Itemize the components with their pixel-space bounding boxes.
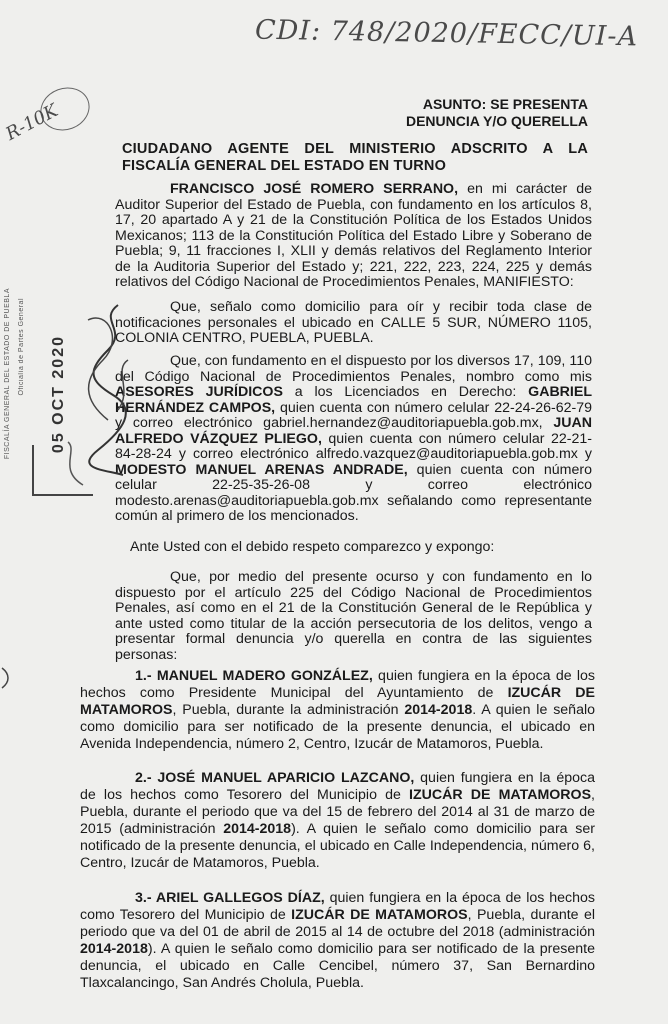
paragraph-text: , Puebla, durante el periodo que va del 15 de febrero del 2014 al 31 de marzo de 2015 (administración — [80, 787, 595, 837]
handwritten-file-number: CDI: 748/2020/FECC/UI-A — [254, 14, 639, 53]
recipient-heading: CIUDADANO AGENTE DEL MINISTERIO ADSCRITO A LA FISCALÍA GENERAL DEL ESTADO EN TURNO — [122, 141, 588, 174]
paragraph-text: quien cuenta con número celular 22-25-35-26-08 y correo electrónico modesto.arenas@auditoriapuebla.gob.mx señalando como representante común al primero de los mencionados. — [115, 461, 592, 524]
advisor-name: MODESTO MANUEL ARENAS ANDRADE, — [115, 461, 408, 478]
stamp-text-line-2: Oficialía de Partes General — [18, 298, 25, 396]
stamp-border-icon — [28, 440, 98, 500]
accused-item-2 — [80, 770, 595, 872]
paragraph-text: quien fungiera en la época de los hechos como Tesorero del Municipio de — [80, 890, 595, 923]
paragraph-domicile: Que, señalo como domicilio para oír y recibir toda clase de notificaciones personales el ubicado en CALLE 5 SUR, NÚMERO 1105, COLONIA CENTRO, PUEBLA, PUEBLA. — [115, 299, 592, 346]
municipality-name: IZUCÁR DE MATAMOROS — [291, 907, 468, 923]
stamp-text-line-1: FISCALÍA GENERAL DEL ESTADO DE PUEBLA — [4, 288, 11, 460]
municipality-name: IZUCÁR DE MATAMOROS — [80, 685, 595, 718]
accused-name: 2.- JOSÉ MANUEL APARICIO LAZCANO, — [135, 770, 415, 786]
paragraph-text: en mi carácter de Auditor Superior del Estado de Puebla, con fundamento en los artículos 8, 17, 20 apartado A y 21 de la Constitución Política de los Estados Unidos Mexicanos; 113 de la Constitución Política del Estado Libre y Soberano de Puebla; 9, 11 fracciones I, XLII y demás relativos del Reglamento Interior de la Auditoria Superior del Estado y; 221, 222, 223, 224, 225 y demás relativos del Código Nacional de Procedimientos Penales, MANIFIESTO: — [115, 181, 592, 290]
paragraph-advisors — [115, 354, 592, 525]
paragraph-text: ). A quien le señalo como domicilio para ser notificado de la presente denuncia, el ubicado en Calle Cencibel, número 37, San Bernardino Tlaxcalancingo, San Andrés Cholula, Puebla. — [80, 941, 595, 991]
accused-item-3 — [80, 890, 595, 992]
administration-period: 2014-2018 — [404, 702, 473, 718]
paragraph-text: quien cuenta con número celular 22-21-84-28-24 y correo electrónico alfredo.vazquez@auditoriapuebla.gob.mx y — [115, 430, 592, 462]
accused-name: 1.- MANUEL MADERO GONZÁLEZ, — [135, 668, 373, 684]
accused-name: 3.- ARIEL GALLEGOS DÍAZ, — [135, 890, 325, 906]
paragraph-manifest — [115, 182, 592, 291]
stamp-date: 05 OCT 2020 — [50, 335, 67, 454]
paragraph-text: , Puebla, durante el periodo que va del 01 de abril de 2015 al 14 de octubre del 2018 (administración — [80, 907, 595, 940]
paragraph-complaint: Que, por medio del presente ocurso y con fundamento en lo dispuesto por el artículo 225 del Código Nacional de Procedimientos Penales, así como en el 21 de la Constitución General de le República y ante usted como titular de la acción persecutoria de los delitos, vengo a presentar formal denuncia y/o querella en contra de las siguientes personas: — [115, 569, 592, 663]
paragraph-text: . A quien le señalo como domicilio para ser notificado de la presente denuncia, el ubicado en Avenida Independencia, número 2, Centro, Izucár de Matamoros, Puebla. — [80, 702, 595, 752]
administration-period: 2014-2018 — [80, 941, 148, 957]
paragraph-text: Que, con fundamento en el dispuesto por los diversos 17, 109, 110 del Código Nacional de Procedimientos Penales, nombro como mis — [115, 353, 592, 385]
paragraph-text: ). A quien le señalo como domicilio para ser notificado de la presente denuncia, el ubicado en Calle Independencia, número 6, Centro, Izucár de Matamoros, Puebla. — [80, 821, 596, 871]
paragraph-text: , Puebla, durante la administración — [172, 702, 405, 718]
paragraph-text: quien cuenta con número celular 22-24-26-62-79 y correo electrónico gabriel.hernandez@auditoriapuebla.gob.mx, — [115, 399, 592, 431]
municipality-name: IZUCÁR DE MATAMOROS — [409, 787, 592, 803]
advisor-name: JUAN ALFREDO VÁZQUEZ PLIEGO, — [115, 415, 592, 447]
paragraph-text: a los Licenciados en Derecho: — [282, 384, 529, 400]
subject-line-1: ASUNTO: SE PRESENTA — [422, 96, 588, 112]
administration-period: 2014-2018 — [223, 821, 292, 837]
advisors-label: ASESORES JURÍDICOS — [115, 384, 283, 400]
subject-block — [406, 96, 588, 130]
paragraph-text: quien fungiera en la época de los hechos como Presidente Municipal del Ayuntamiento de — [80, 668, 595, 701]
subject-line-2: DENUNCIA Y/O QUERELLA — [405, 113, 588, 129]
paragraph-appear: Ante Usted con el debido respeto comparezco y expongo: — [130, 539, 495, 555]
advisor-name: GABRIEL HERNÁNDEZ CAMPOS, — [115, 384, 592, 416]
paragraph-text: quien fungiera en la época de los hechos como Tesorero del Municipio de — [80, 770, 596, 803]
signer-name: FRANCISCO JOSÉ ROMERO SERRANO, — [170, 181, 459, 197]
margin-mark-icon — [0, 666, 14, 690]
handwritten-initial: R-10K — [2, 100, 62, 145]
accused-item-1 — [80, 668, 595, 753]
